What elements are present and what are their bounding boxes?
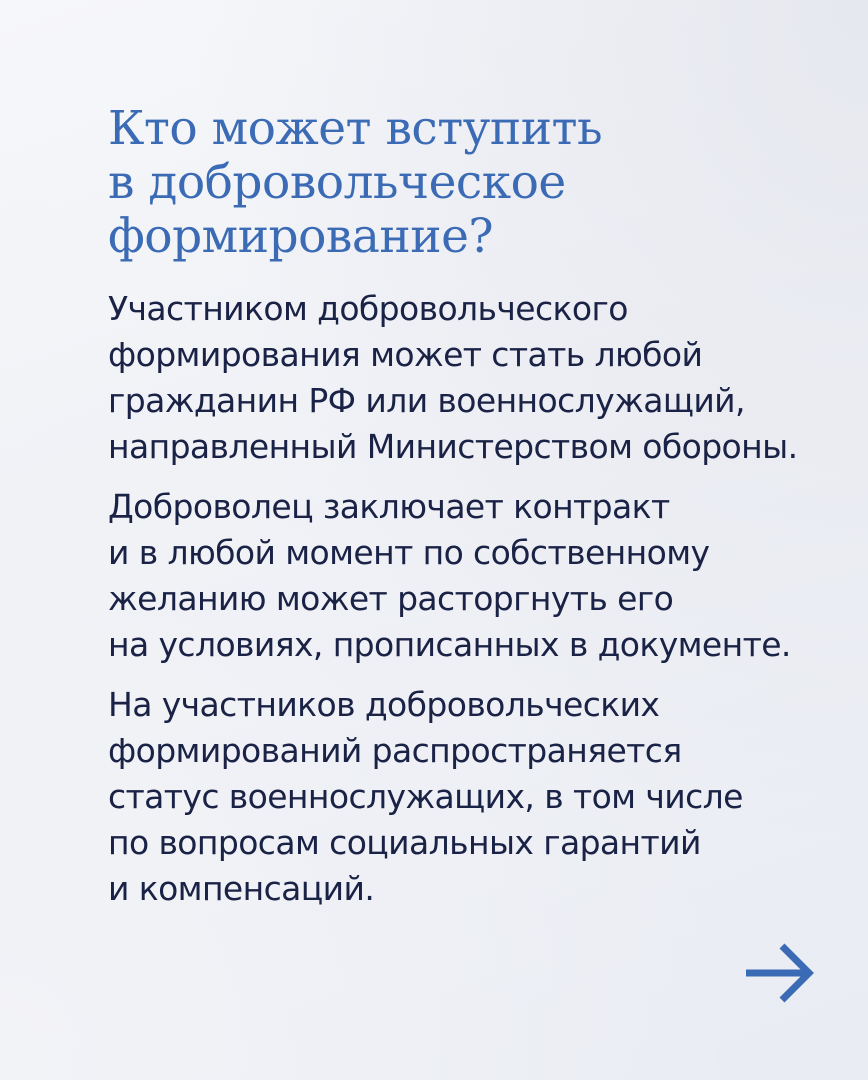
paragraph-line: Доброволец заключает контракт	[108, 487, 670, 526]
paragraph-line: формирования может стать любой	[108, 335, 703, 374]
paragraph-line: статус военнослужащих, в том числе	[108, 777, 743, 816]
paragraph-line: направленный Министерством обороны.	[108, 427, 798, 466]
paragraph-line: гражданин РФ или военнослужащий,	[108, 381, 745, 420]
title-line-1: Кто может вступить	[108, 101, 603, 156]
paragraph-participants	[108, 286, 838, 470]
title-line-3: формирование?	[108, 209, 494, 264]
paragraph-line: На участников добровольческих	[108, 685, 660, 724]
arrow-right-icon	[742, 940, 818, 1006]
paragraph-line: на условиях, прописанных в документе.	[108, 625, 791, 664]
paragraph-line: формирований распространяется	[108, 731, 682, 770]
title-line-2: в добровольческое	[108, 155, 566, 210]
paragraph-line: Участником добровольческого	[108, 289, 628, 328]
paragraph-line: по вопросам социальных гарантий	[108, 823, 701, 862]
paragraph-contract	[108, 484, 838, 668]
next-button[interactable]	[742, 940, 818, 1006]
page-title	[108, 102, 808, 264]
paragraph-line: и в любой момент по собственному	[108, 533, 710, 572]
paragraph-line: и компенсаций.	[108, 869, 375, 908]
paragraph-line: желанию может расторгнуть его	[108, 579, 674, 618]
paragraph-status	[108, 682, 838, 912]
